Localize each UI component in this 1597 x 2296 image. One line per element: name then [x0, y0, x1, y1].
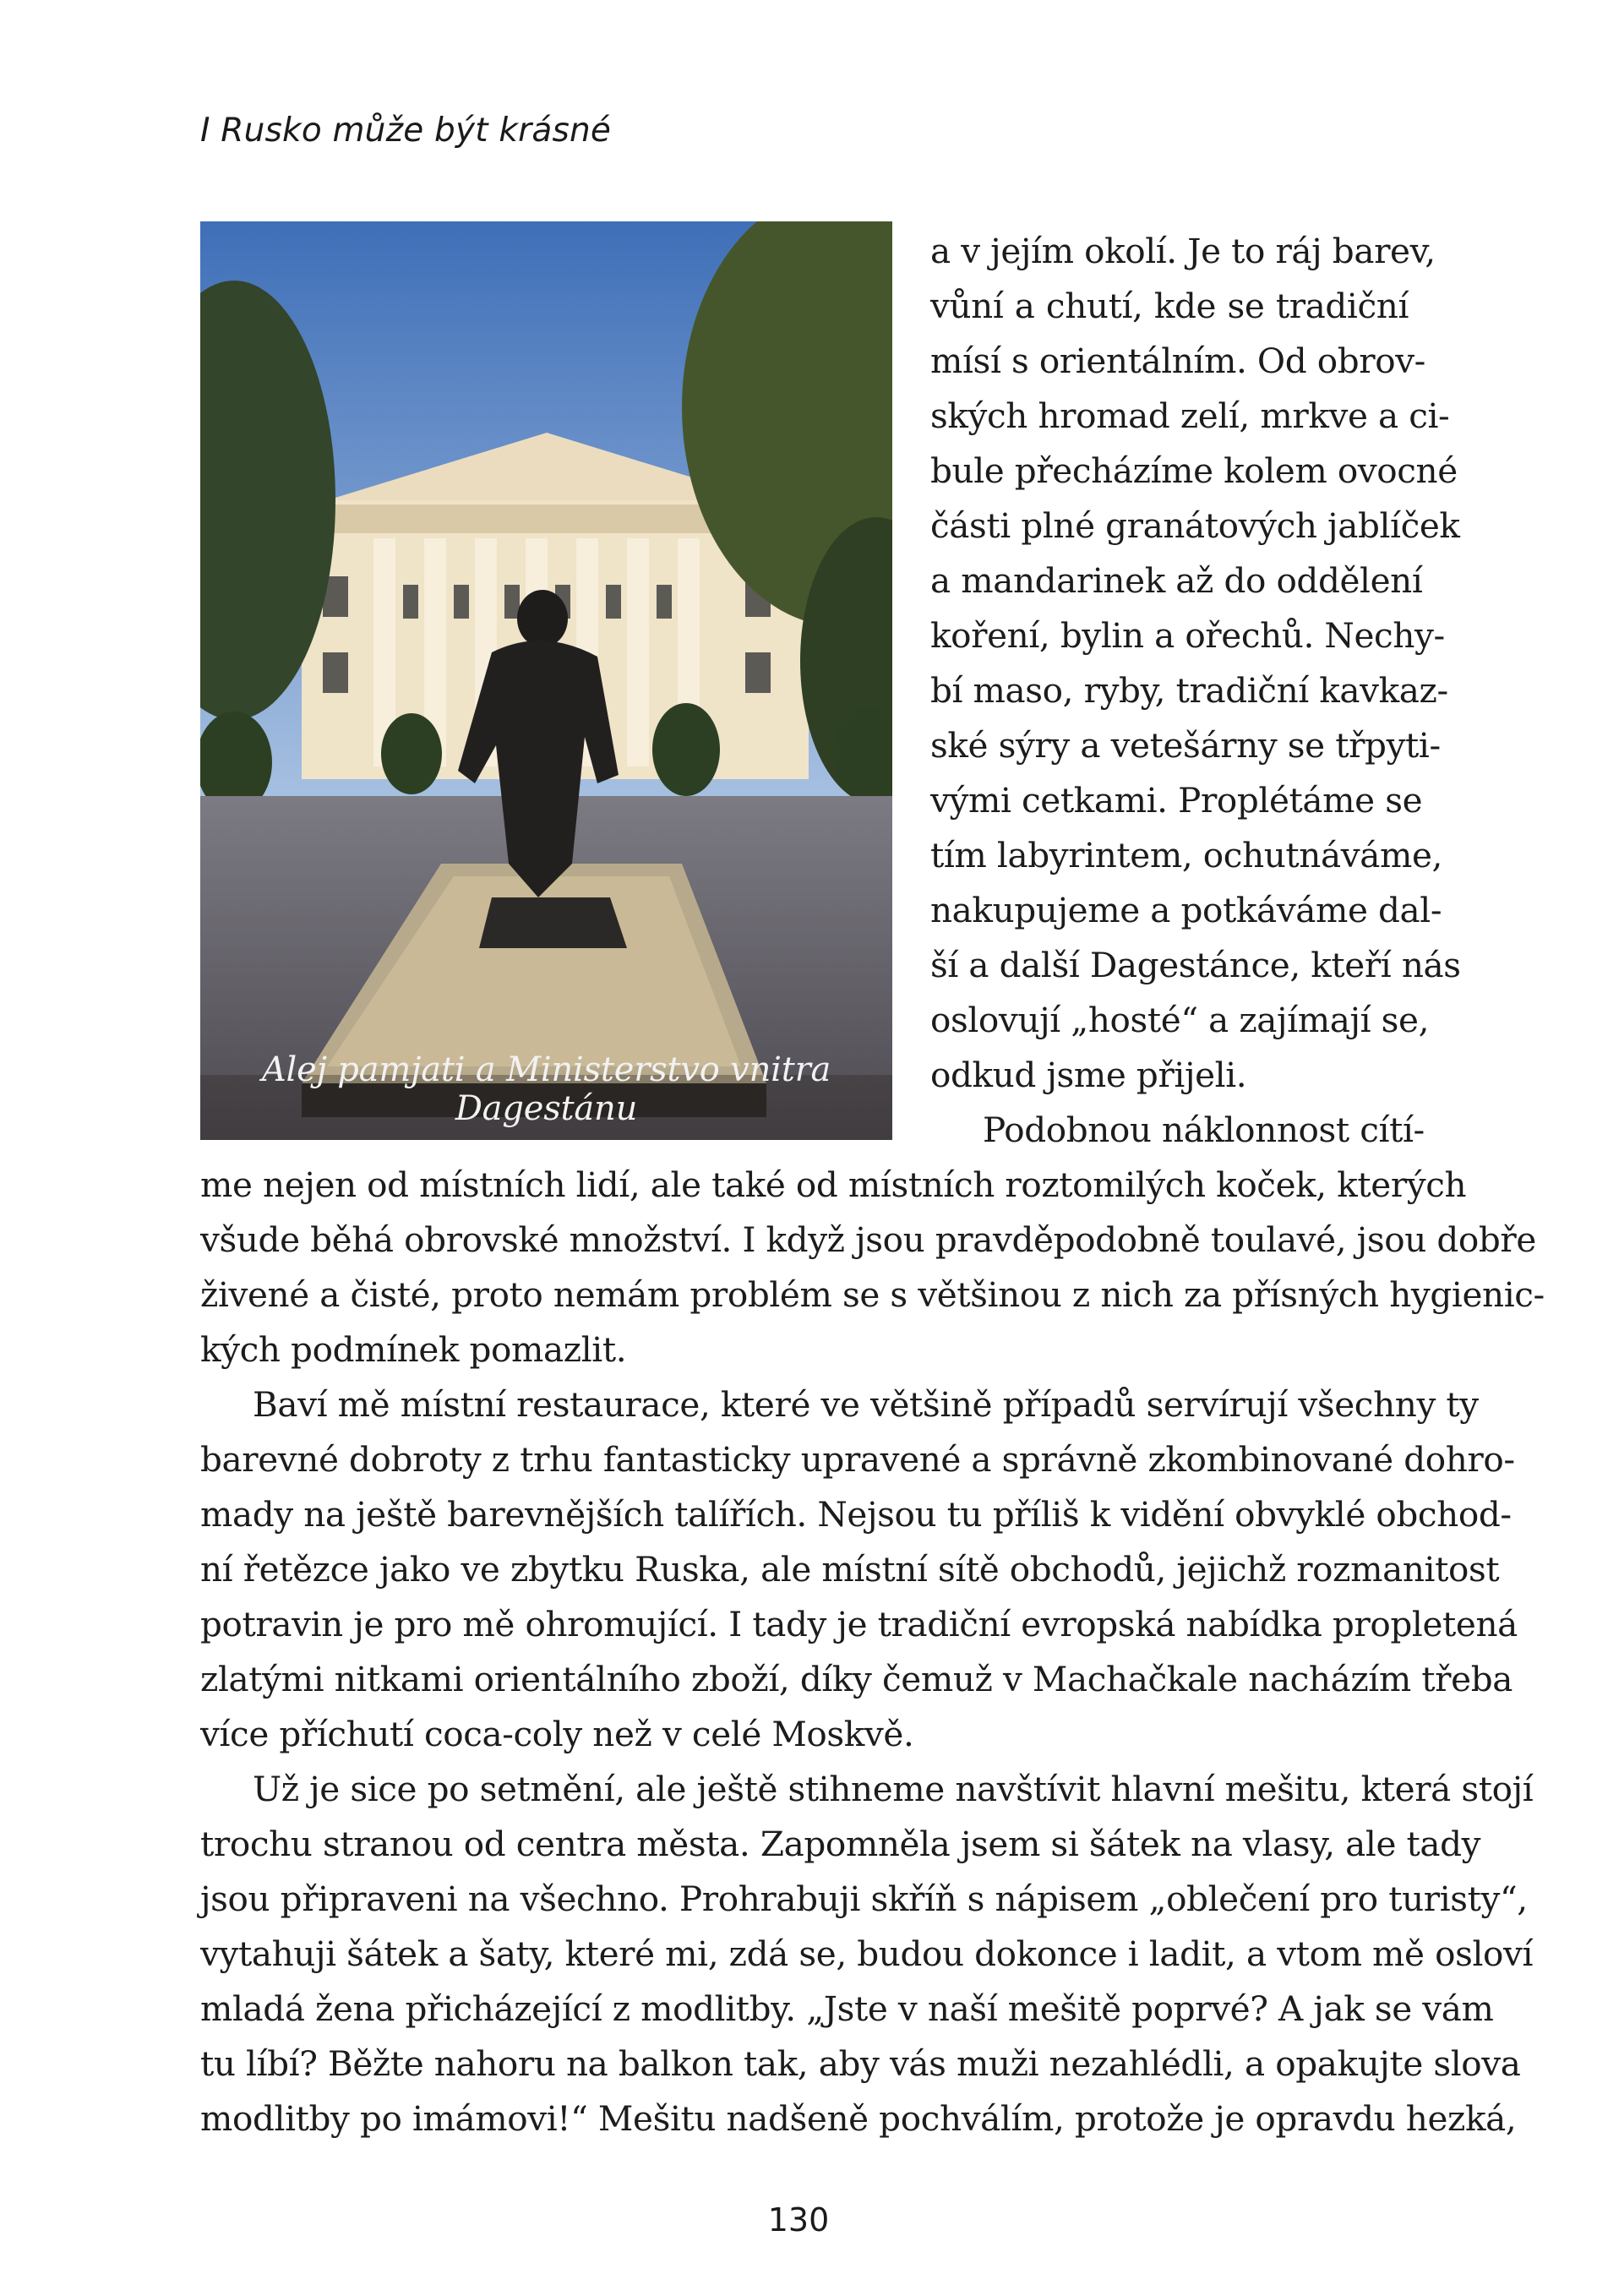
text-line: mísí s orientálním. Od obrov- [930, 341, 1425, 381]
statue-pedestal [479, 897, 627, 948]
text-line: více příchutí coca-coly než v celé Moskvě. [200, 1714, 914, 1754]
statue-head [517, 590, 568, 647]
text-line: Už je sice po setmění, ale ještě stihneme navštívit hlavní mešitu, která stojí [253, 1769, 1534, 1809]
page-number: 130 [767, 2201, 830, 2239]
text-line: potravin je pro mě ohromující. I tady je tradiční evropská nabídka propletená [200, 1604, 1518, 1644]
text-line: vými cetkami. Proplétáme se [930, 780, 1423, 821]
text-line: koření, bylin a ořechů. Nechy- [930, 615, 1445, 656]
text-line: nakupujeme a potkáváme dal- [930, 890, 1442, 930]
text-line: oslovují „hosté“ a zajímají se, [930, 1000, 1430, 1040]
text-line: modlitby po imámovi!“ Mešitu nadšeně pochválím, protože je opravdu hezká, [200, 2098, 1517, 2139]
text-line: bí maso, ryby, tradiční kavkaz- [930, 670, 1448, 711]
text-line: trochu stranou od centra města. Zapomněla jsem si šátek na vlasy, ale tady [200, 1824, 1481, 1864]
text-line: části plné granátových jablíček [930, 505, 1460, 546]
shrub [652, 703, 720, 796]
photo-figure [200, 221, 892, 1140]
text-line: a v jejím okolí. Je to ráj barev, [930, 231, 1436, 271]
text-line: odkud jsme přijeli. [930, 1055, 1247, 1095]
text-line: ských hromad zelí, mrkve a ci- [930, 395, 1450, 436]
text-line: me nejen od místních lidí, ale také od místních roztomilých koček, kterých [200, 1164, 1467, 1205]
text-line: Podobnou náklonnost cítí- [983, 1110, 1425, 1150]
text-line: a mandarinek až do oddělení [930, 560, 1423, 601]
photo-caption: Alej pamjati a Ministerstvo vnitra Dagestánu [261, 1050, 831, 1128]
shrub [381, 713, 442, 794]
text-line: kých podmínek pomazlit. [200, 1329, 627, 1370]
text-line: barevné dobroty z trhu fantasticky upravené a správně zkombinované dohro- [200, 1439, 1515, 1480]
text-line: tím labyrintem, ochutnáváme, [930, 835, 1443, 875]
text-line: ší a další Dagestánce, kteří nás [930, 945, 1461, 985]
text-line: vytahuji šátek a šaty, které mi, zdá se, budou dokonce i ladit, a vtom mě osloví [200, 1933, 1534, 1974]
text-line: vůní a chutí, kde se tradiční [930, 286, 1409, 326]
text-line: bule přecházíme kolem ovocné [930, 450, 1458, 491]
text-line: mady na ještě barevnějších talířích. Nejsou tu příliš k vidění obvyklé obchod- [200, 1494, 1512, 1535]
running-title: I Rusko může být krásné [200, 112, 612, 150]
text-line: všude běhá obrovské množství. I když jsou pravděpodobně toulavé, jsou dobře [200, 1219, 1536, 1260]
text-line: Baví mě místní restaurace, které ve většině případů servírují všechny ty [253, 1384, 1479, 1425]
text-line: ní řetězce jako ve zbytku Ruska, ale místní sítě obchodů, jejichž rozmanitost [200, 1549, 1500, 1590]
text-line: živené a čisté, proto nemám problém se s většinou z nich za přísných hygienic- [200, 1274, 1545, 1315]
text-line: ské sýry a vetešárny se třpyti- [930, 725, 1441, 766]
text-line: tu líbí? Běžte nahoru na balkon tak, aby vás muži nezahlédli, a opakujte slova [200, 2043, 1521, 2084]
text-line: mladá žena přicházející z modlitby. „Jste v naší mešitě poprvé? A jak se vám [200, 1988, 1494, 2029]
text-line: jsou připraveni na všechno. Prohrabuji skříň s nápisem „oblečení pro turisty“, [200, 1879, 1528, 1919]
text-line: zlatými nitkami orientálního zboží, díky čemuž v Machačkale nacházím třeba [200, 1659, 1513, 1699]
photo-illustration [200, 221, 892, 1140]
